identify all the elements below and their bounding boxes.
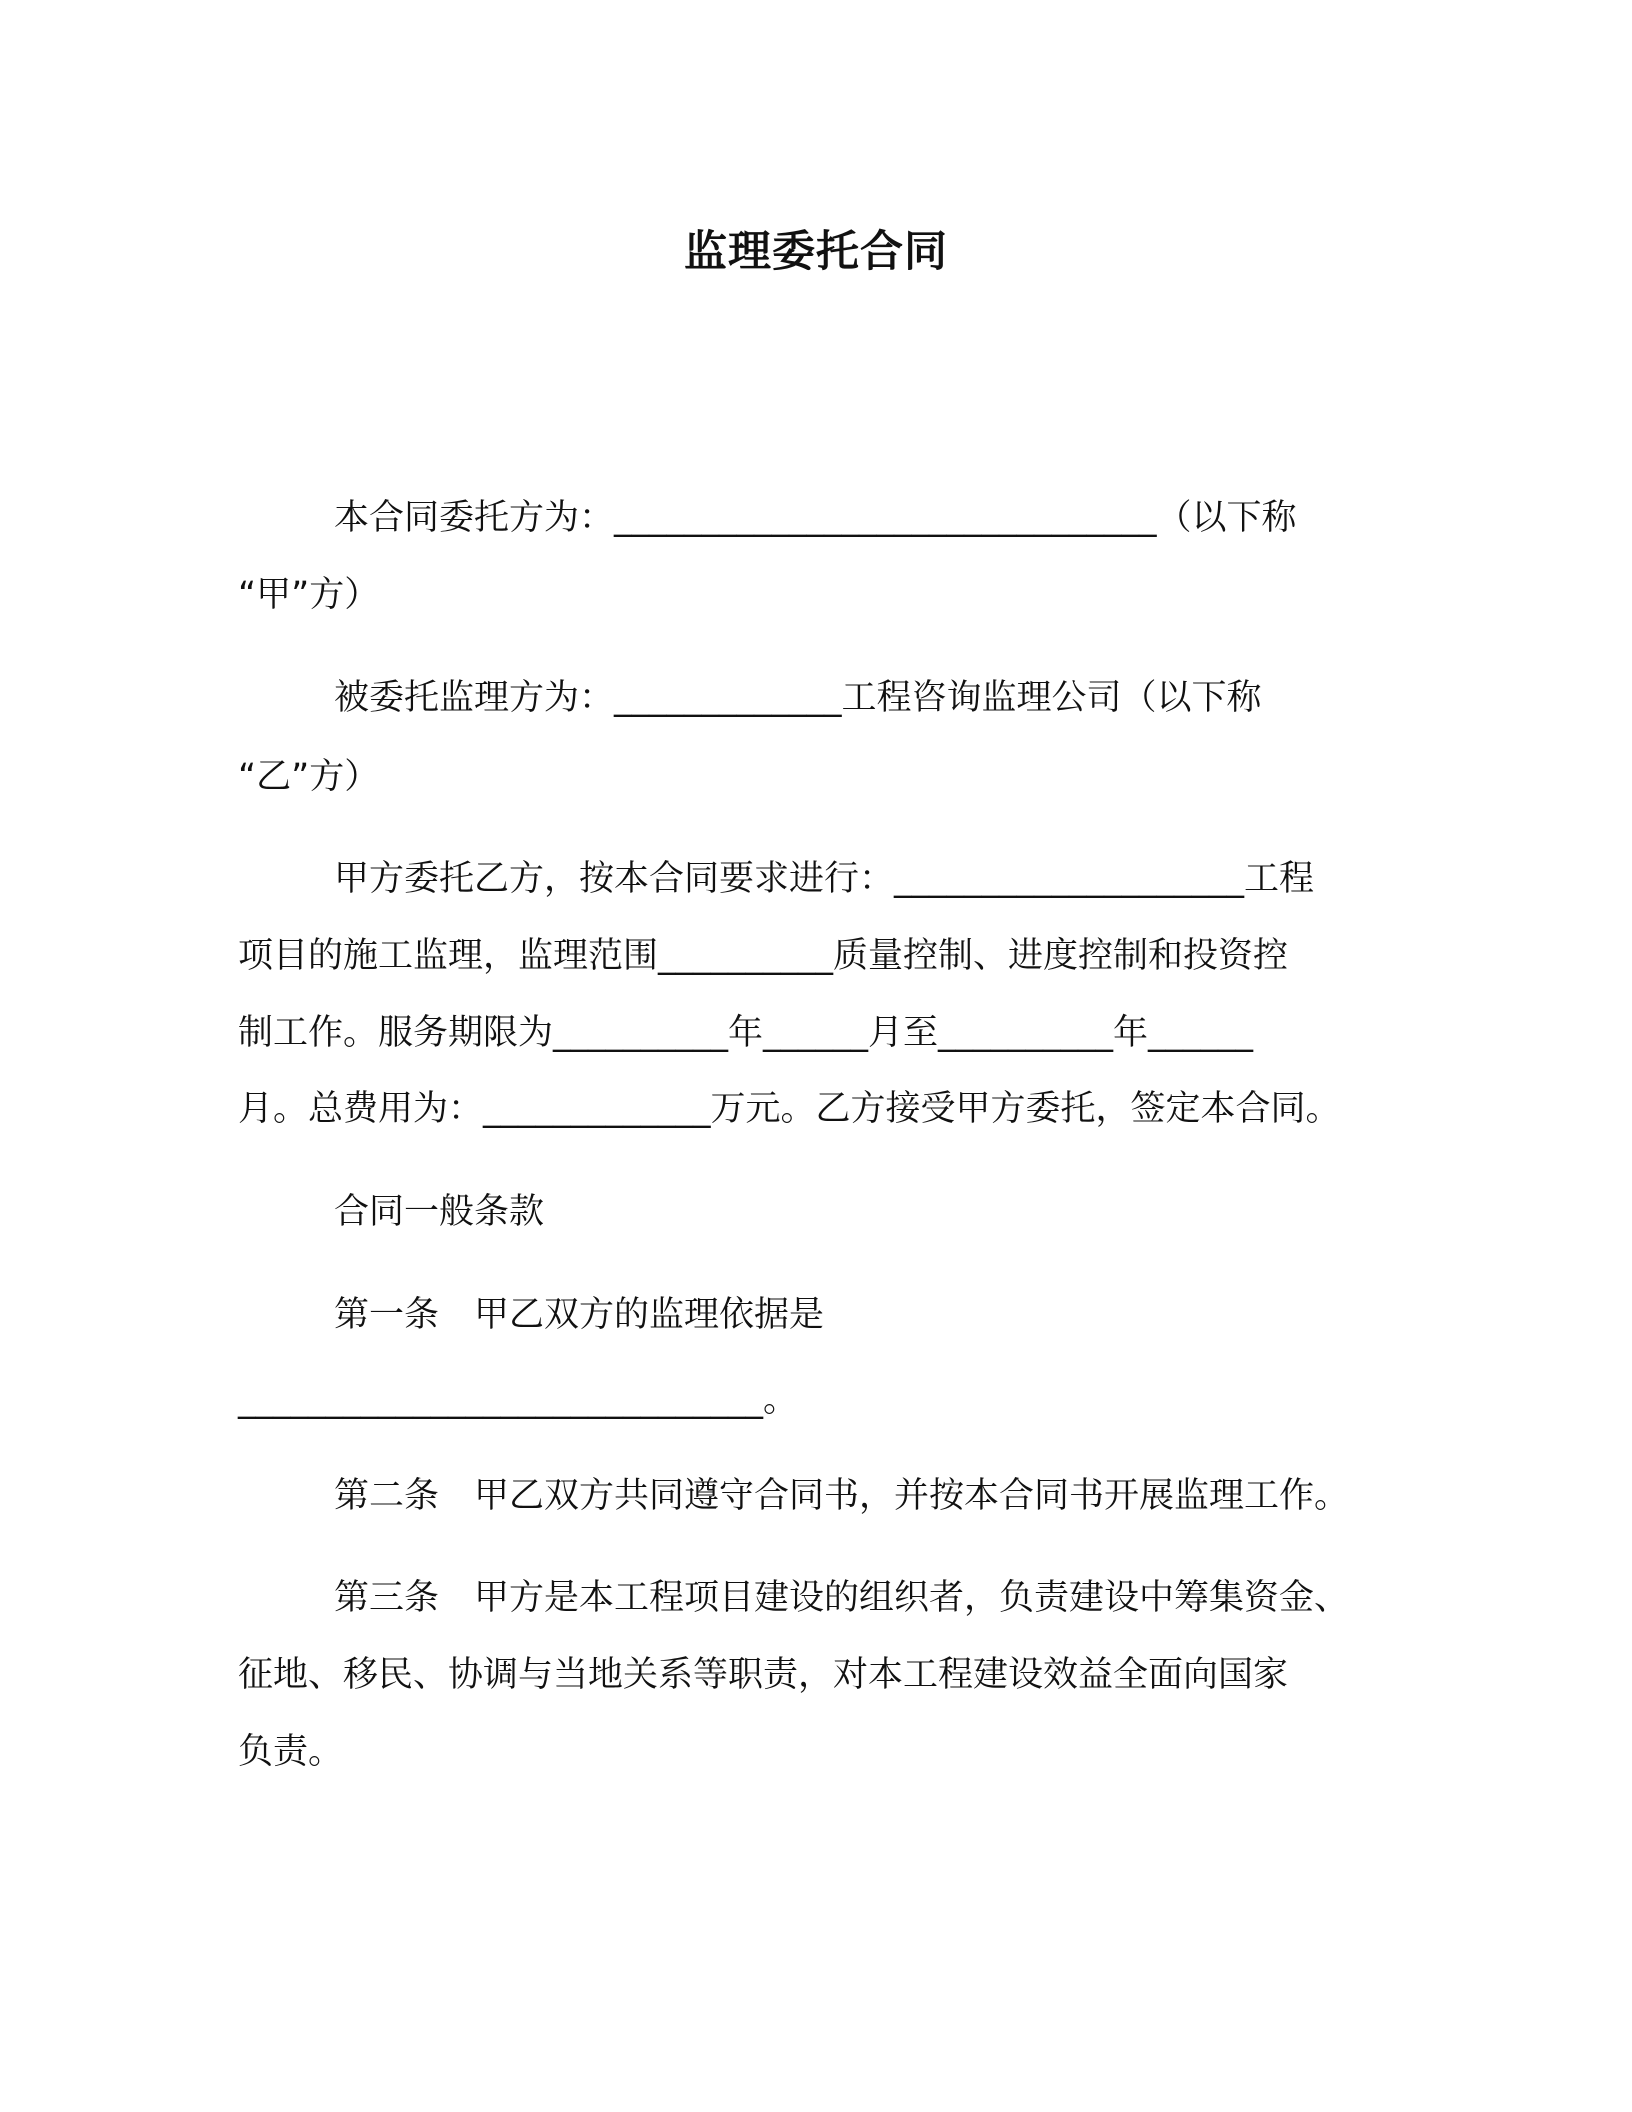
clause-client-party-cont: “甲”方） — [238, 575, 380, 615]
article-1-blank: ______________________________。 — [238, 1380, 799, 1420]
clause-supervisor-party-cont: “乙”方） — [238, 757, 380, 797]
article-3-line2: 征地、移民、协调与当地关系等职责，对本工程建设效益全面向国家 — [238, 1655, 1289, 1695]
section-heading-general-terms: 合同一般条款 — [334, 1192, 545, 1232]
article-3: 第三条 甲方是本工程项目建设的组织者，负责建设中筹集资金、 — [334, 1578, 1350, 1618]
clause-commission-line2: 项目的施工监理，监理范围__________质量控制、进度控制和投资控 — [238, 936, 1289, 976]
clause-commission: 甲方委托乙方，按本合同要求进行：____________________工程 — [334, 859, 1315, 899]
clause-commission-line4: 月。总费用为：_____________万元。乙方接受甲方委托，签定本合同。 — [238, 1089, 1341, 1129]
article-1: 第一条 甲乙双方的监理依据是 — [334, 1295, 825, 1335]
clause-client-party: 本合同委托方为：_______________________________（以下称 — [334, 498, 1297, 538]
document-title: 监理委托合同 — [684, 227, 948, 277]
article-3-line3: 负责。 — [238, 1732, 344, 1772]
article-2: 第二条 甲乙双方共同遵守合同书，并按本合同书开展监理工作。 — [334, 1476, 1350, 1516]
clause-supervisor-party: 被委托监理方为：_____________工程咨询监理公司（以下称 — [334, 678, 1262, 718]
clause-commission-line3: 制工作。服务期限为__________年______月至__________年______ — [238, 1013, 1254, 1053]
